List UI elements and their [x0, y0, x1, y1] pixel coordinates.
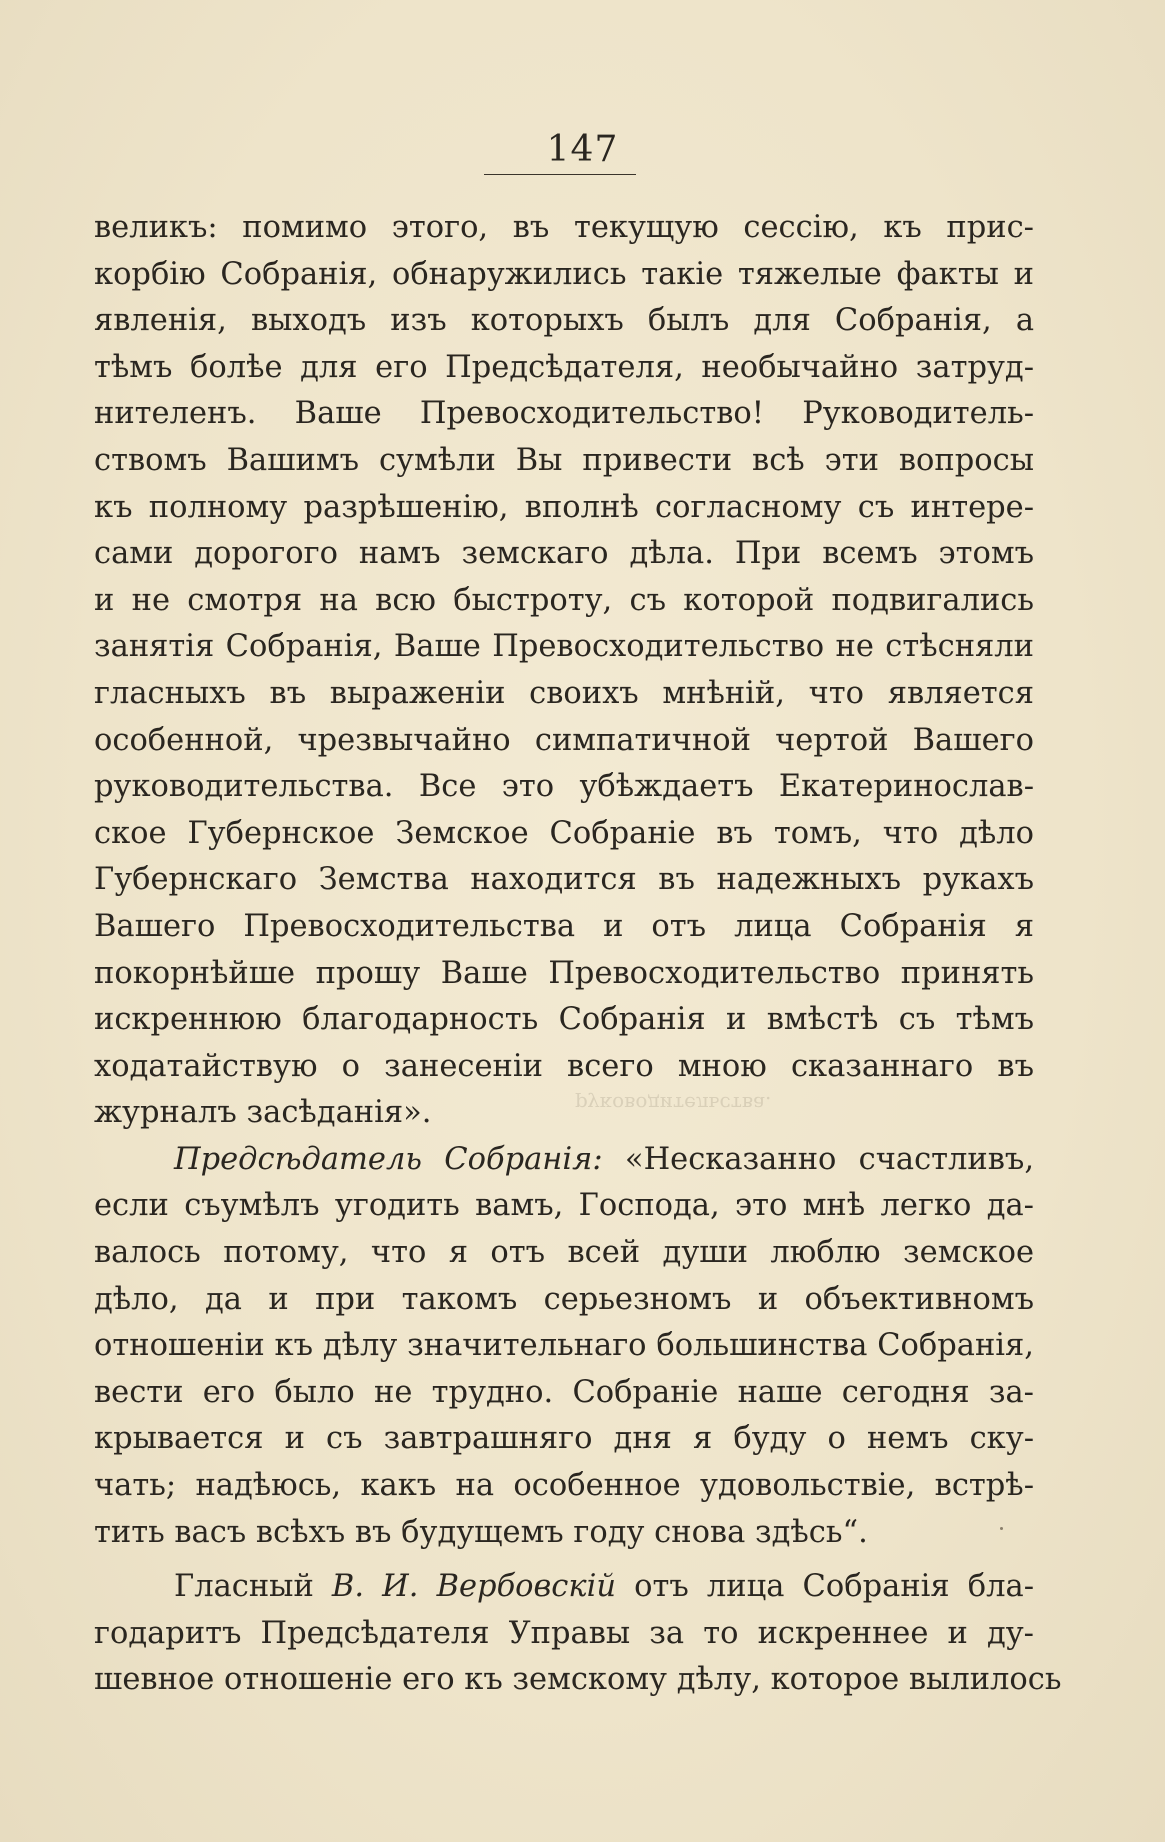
- paragraph-1: [94, 205, 1034, 1137]
- paper-speck: [1000, 1527, 1003, 1530]
- text-line: гласныхъ въ выраженіи своихъ мнѣній, что является: [94, 675, 1034, 711]
- text-line: покорнѣйше прошу Ваше Превосходительство принять: [94, 955, 1034, 991]
- text-line: тѣмъ болѣе для его Предсѣдателя, необычайно затруд-: [94, 349, 1034, 385]
- text-line: отношеніи къ дѣлу значительнаго большинства Собранія,: [94, 1328, 1034, 1364]
- text-line: журналъ засѣданія».: [94, 1095, 432, 1131]
- text-line: особенной, чрезвычайно симпатичной чертой Вашего: [94, 722, 1034, 758]
- text-line: вести его было не трудно. Собраніе наше сегодня за-: [94, 1374, 1034, 1410]
- text-line: тить васъ всѣхъ въ будущемъ году снова здѣсь“.: [94, 1514, 868, 1550]
- text-line: явленія, выходъ изъ которыхъ былъ для Собранія, а: [94, 303, 1034, 339]
- paragraph-gap: [94, 1556, 1034, 1564]
- body-text: [94, 205, 1062, 1704]
- text-line: Губернскаго Земства находится въ надежныхъ рукахъ: [94, 862, 1034, 898]
- text-line: сами дорогого намъ земскаго дѣла. При всемъ этомъ: [94, 536, 1034, 572]
- text-line: ходатайствую о занесеніи всего мною сказаннаго въ: [94, 1048, 1034, 1084]
- text-line: занятія Собранія, Ваше Превосходительство не стѣсняли: [94, 629, 1034, 665]
- text-line: годаритъ Предсѣдателя Управы за то искреннее и ду-: [94, 1615, 1034, 1651]
- text-line: если съумѣлъ угодить вамъ, Господа, это мнѣ легко да-: [94, 1188, 1034, 1224]
- text-line: [94, 1137, 1034, 1184]
- bleed-through-text: руководительства.: [575, 1092, 772, 1116]
- header-rule: [484, 174, 636, 175]
- text-rest: отъ лица Собранія бла-: [634, 1569, 1034, 1605]
- text-line: валось потому, что я отъ всей души люблю земское: [94, 1235, 1034, 1271]
- text-line: шевное отношеніе его къ земскому дѣлу, которое вылилось: [94, 1662, 1062, 1698]
- page-number: 147: [546, 129, 619, 170]
- text-line: [94, 1564, 1034, 1611]
- speaker-name: В. И. Вербовскій: [331, 1569, 616, 1605]
- text-line: великъ: помимо этого, въ текущую сессію, къ прис-: [94, 210, 1034, 245]
- text-line: дѣло, да и при такомъ серьезномъ и объективномъ: [94, 1281, 1034, 1317]
- text-line: корбію Собранія, обнаружились такіе тяжелые факты и: [94, 256, 1034, 292]
- text-line: ское Губернское Земское Собраніе въ томъ, что дѣло: [94, 815, 1034, 851]
- text-line: къ полному разрѣшенію, вполнѣ согласному съ интере-: [94, 489, 1034, 525]
- text-line: и не смотря на всю быстроту, съ которой подвигались: [94, 582, 1034, 618]
- paragraph-3: [94, 1564, 1062, 1704]
- text-line: Вашего Превосходительства и отъ лица Собранія я: [94, 908, 1034, 944]
- text-line: искреннюю благодарность Собранія и вмѣстѣ съ тѣмъ: [94, 1002, 1034, 1038]
- paragraph-2: [94, 1137, 1034, 1556]
- speech-start: «Несказанно счастливъ,: [624, 1141, 1035, 1177]
- speaker-name: Предсѣдатель Собранія:: [174, 1141, 603, 1177]
- text-line: ствомъ Вашимъ сумѣли Вы привести всѣ эти вопросы: [94, 442, 1034, 478]
- text-line: чать; надѣюсь, какъ на особенное удовольствіе, встрѣ-: [94, 1468, 1034, 1504]
- text-line: руководительства. Все это убѣждаетъ Екатеринослав-: [94, 769, 1034, 805]
- text-line: крывается и съ завтрашняго дня я буду о немъ ску-: [94, 1421, 1034, 1457]
- text-line: нителенъ. Ваше Превосходительство! Руководитель-: [94, 396, 1034, 432]
- text-prefix: Гласный: [174, 1569, 314, 1605]
